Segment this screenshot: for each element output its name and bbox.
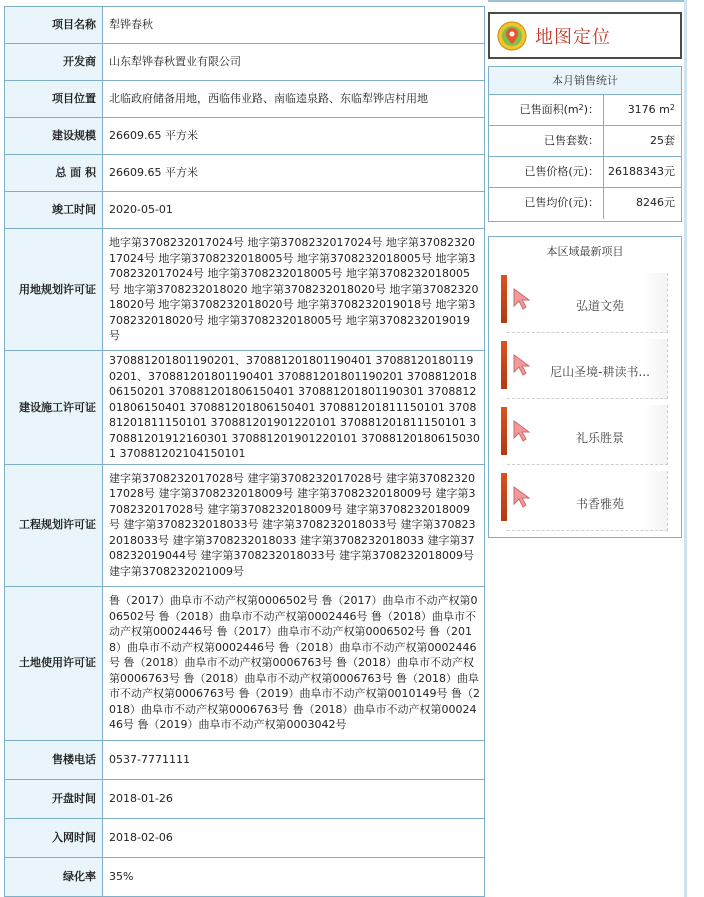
info-label: 总 面 积: [5, 155, 103, 192]
info-value: 2018-01-26: [103, 779, 485, 818]
sales-value: 3176 $m^2$: [627, 103, 675, 116]
info-label: 土地使用许可证: [5, 586, 103, 740]
cursor-arrow-icon: [511, 419, 535, 443]
info-value: 建字第3708232017028号 建字第3708232017028号 建字第3708232017028号 建字第3708232018009号 建字第3708232018009号 建字第3708232017028号 建字第3708232018009号 建字第3708232018009号 建字第3708232018033号 建字第3708232018033号 建字第3708232018033号 建字第3708232018033 建字第3708232018033 建字第3708232019044号 建字第3708232018033号 建字第3708232018009号 建字第3708232021009号: [103, 464, 485, 586]
row-green-ratio: [5, 857, 485, 896]
sales-row-price: [489, 157, 681, 188]
info-value: 鲁（2017）曲阜市不动产权第0006502号 鲁（2017）曲阜市不动产权第006502号 鲁（2018）曲阜市不动产权第0002446号 鲁（2018）曲阜市不动产权第0002446号 鲁（2017）曲阜市不动产权第0006502号 鲁（2018）曲阜市不动产权第0002446号 鲁（2018）曲阜市不动产权第0002446号 鲁（2018）曲阜市不动产权第0006763号 鲁（2018）曲阜市不动产权第0006763号 鲁（2018）曲阜市不动产权第0006763号 鲁（2018）曲阜市不动产权第0006763号 鲁（2019）曲阜市不动产权第0010149号 鲁（2018）曲阜市不动产权第0006763号 鲁（2018）曲阜市不动产权第0002446号 鲁（2019）曲阜市不动产权第0003042号: [103, 586, 485, 740]
project-info-table: [4, 6, 485, 897]
map-location-label: 地图定位: [535, 26, 611, 48]
row-sales-phone: [5, 740, 485, 779]
row-construction-permit: [5, 351, 485, 465]
sales-row-units: [489, 126, 681, 157]
info-value: 26609.65 平方米: [103, 118, 485, 155]
info-value: 2020-05-01: [103, 192, 485, 229]
info-label: 项目名称: [5, 7, 103, 44]
project-name: 礼乐胜景: [575, 431, 624, 445]
info-label: 入网时间: [5, 818, 103, 857]
info-label: 建设施工许可证: [5, 351, 103, 465]
card-edge: [501, 473, 507, 521]
row-engineering-permit: [5, 464, 485, 586]
project-card[interactable]: [507, 339, 668, 399]
info-value: 26609.65 平方米: [103, 155, 485, 192]
row-location: [5, 81, 485, 118]
info-label: 售楼电话: [5, 740, 103, 779]
info-value: 犁铧春秋: [103, 7, 485, 44]
cursor-arrow-icon: [511, 287, 535, 311]
row-opening-date: [5, 779, 485, 818]
info-label: 建设规模: [5, 118, 103, 155]
sales-row-avg-price: [489, 188, 681, 219]
project-name: 弘道文苑: [575, 299, 624, 313]
project-card[interactable]: [507, 405, 668, 465]
project-list: [493, 273, 677, 537]
row-land-use-permit: [5, 586, 485, 740]
monthly-sales-panel: [488, 66, 682, 222]
card-edge: [501, 341, 507, 389]
sales-label: 已售价格(元)：: [489, 157, 604, 187]
row-completion-date: [5, 192, 485, 229]
sales-label: 已售面积$(m^2)$：: [489, 95, 604, 125]
sales-label: 已售均价(元)：: [489, 188, 604, 219]
info-label: 竣工时间: [5, 192, 103, 229]
sales-label: 已售套数：: [489, 126, 604, 156]
cursor-arrow-icon: [511, 353, 535, 377]
row-online-date: [5, 818, 485, 857]
info-value: 370881201801190201、370881201801190401 370881201801190201、370881201801190401 370881201801190201 370881201806150201 370881201806150401 370881201801190301 370881201806150401 370881201806150401 370881201811150101 370881201811150101 370881201901220101 370881201811150101 370881201912160301 370881201901220101 370881201806150301 370881202104150101: [103, 351, 485, 465]
info-label: 绿化率: [5, 857, 103, 896]
latest-projects-panel: [488, 236, 682, 538]
info-label: 开发商: [5, 44, 103, 81]
sales-panel-title: 本月销售统计: [489, 67, 681, 95]
info-label: 项目位置: [5, 81, 103, 118]
sales-value: 26188343元: [608, 165, 675, 178]
info-label: 用地规划许可证: [5, 229, 103, 351]
card-edge: [501, 275, 507, 323]
info-label: 工程规划许可证: [5, 464, 103, 586]
sales-value: 25套: [650, 134, 675, 147]
top-border: [488, 0, 684, 2]
sales-row-area: [489, 95, 681, 126]
project-name: 尼山圣境-耕读书...: [550, 365, 650, 379]
info-value: 2018-02-06: [103, 818, 485, 857]
project-card[interactable]: [507, 471, 668, 531]
info-label: 开盘时间: [5, 779, 103, 818]
projects-panel-title: 本区域最新项目: [493, 237, 677, 267]
row-build-scale: [5, 118, 485, 155]
info-value: 北临政府储备用地，西临伟业路、南临逵泉路、东临犁铧店村用地: [103, 81, 485, 118]
project-card[interactable]: [507, 273, 668, 333]
map-location-button[interactable]: [488, 12, 682, 59]
row-total-area: [5, 155, 485, 192]
row-project-name: [5, 7, 485, 44]
right-scroll-edge: [684, 0, 687, 897]
card-edge: [501, 407, 507, 455]
info-value: 地字第3708232017024号 地字第3708232017024号 地字第3708232017024号 地字第3708232018005号 地字第3708232018005号 地字第3708232017024号 地字第3708232018005号 地字第3708232018005号 地字第3708232018020 地字第3708232018020号 地字第3708232018020号 地字第3708232018020号 地字第3708232019018号 地字第3708232018020号 地字第3708232018005号 地字第3708232019019号: [103, 229, 485, 351]
row-land-planning-permit: [5, 229, 485, 351]
info-value: 0537-7771111: [103, 740, 485, 779]
map-pin-icon: [497, 21, 527, 51]
row-developer: [5, 44, 485, 81]
cursor-arrow-icon: [511, 485, 535, 509]
project-name: 书香雅苑: [575, 497, 624, 511]
info-value: 35%: [103, 857, 485, 896]
info-value: 山东犁铧春秋置业有限公司: [103, 44, 485, 81]
sales-value: 8246元: [636, 196, 675, 209]
